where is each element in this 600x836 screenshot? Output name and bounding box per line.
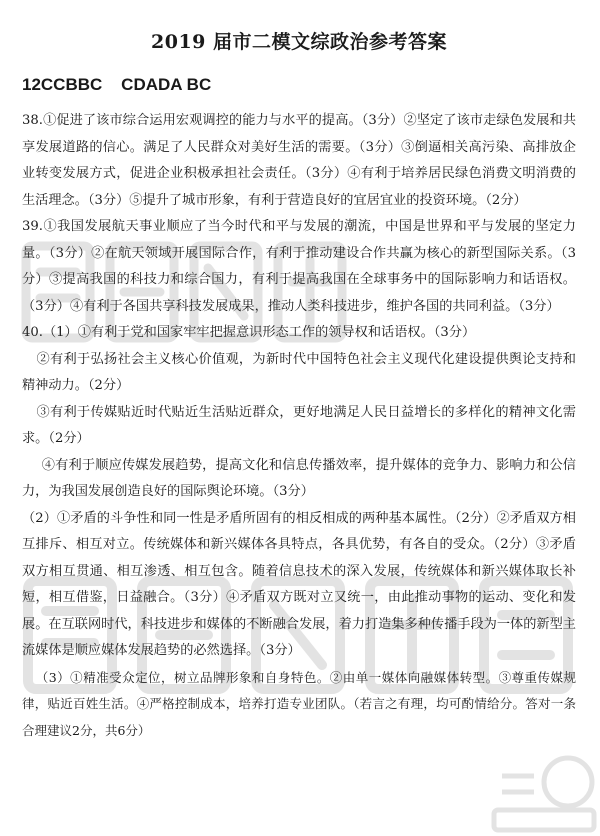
answer-40-2: （2）①矛盾的斗争性和同一性是矛盾所固有的相反相成的两种基本属性。（2分）②矛盾双方相互排斥、相互对立。传统媒体和新兴媒体各具特点，各具优势，有各自的受众。（2分）③矛盾双方相互贯通、相互渗透、相互包含。随着信息技术的深入发展，传统媒体和新兴媒体取长补短，相互借鉴，日益融合。（3分）④矛盾双方既对立又统一，由此推动事物的运动、变化和发展。在互联网时代，科技进步和媒体的不断融合发展，着力打造集多种传播手段为一体的新型主流媒体是顺应媒体发展趋势的必然选择。（3分） <box>22 510 576 658</box>
answer-40-3: （3）①精准受众定位，树立品牌形象和自身特色。②由单一媒体向融媒体转型。③尊重传媒规律，贴近百姓生活。④严格控制成本，培养打造专业团队。（若言之有理，均可酌情给分。答对一条合理建议2分，共6分） <box>22 669 576 738</box>
answer-39: 39.①我国发展航天事业顺应了当今时代和平与发展的潮流，中国是世界和平与发展的坚定力量。（3分）②在航天领域开展国际合作，有利于推动建设合作共赢为核心的新型国际关系。（3分）③提高我国的科技力和综合国力，有利于提高我国在全球事务中的国际影响力和话语权。（3分）④有利于各国共享科技发展成果，推动人类科技进步，维护各国的共同利益。（3分） <box>22 219 576 314</box>
answer-40-1-point-4: ④有利于顺应传媒发展趋势，提高文化和信息传播效率，提升媒体的竞争力、影响力和公信力，为我国发展创造良好的国际舆论环境。（3分） <box>22 457 576 499</box>
answer-38: 38.①促进了该市综合运用宏观调控的能力与水平的提高。（3分）②坚定了该市走绿色发展和共享发展道路的信心。满足了人民群众对美好生活的需要。（3分）③倒逼相关高污染、高排放企业转变发展方式，促进企业积极承担社会责任。（3分）④有利于培养居民绿色消费文明消费的生活理念。（3分）⑤提升了城市形象，有利于营造良好的宜居宜业的投资环境。（2分） <box>22 113 576 208</box>
answer-40-1-point-1: 40.（1）①有利于党和国家牢牢把握意识形态工作的领导权和话语权。（3分） <box>22 325 476 340</box>
multiple-choice-answers: 12CCBBC CDADA BC <box>22 75 212 94</box>
answer-40-1-point-3: ③有利于传媒贴近时代贴近生活贴近群众，更好地满足人民日益增长的多样化的精神文化需求。（2分） <box>22 404 576 446</box>
answer-40-1-point-2: ②有利于弘扬社会主义核心价值观，为新时代中国特色社会主义现代化建设提供舆论支持和精神动力。（2分） <box>22 351 576 393</box>
page-title: 2019 届市二模文综政治参考答案 <box>151 31 447 53</box>
